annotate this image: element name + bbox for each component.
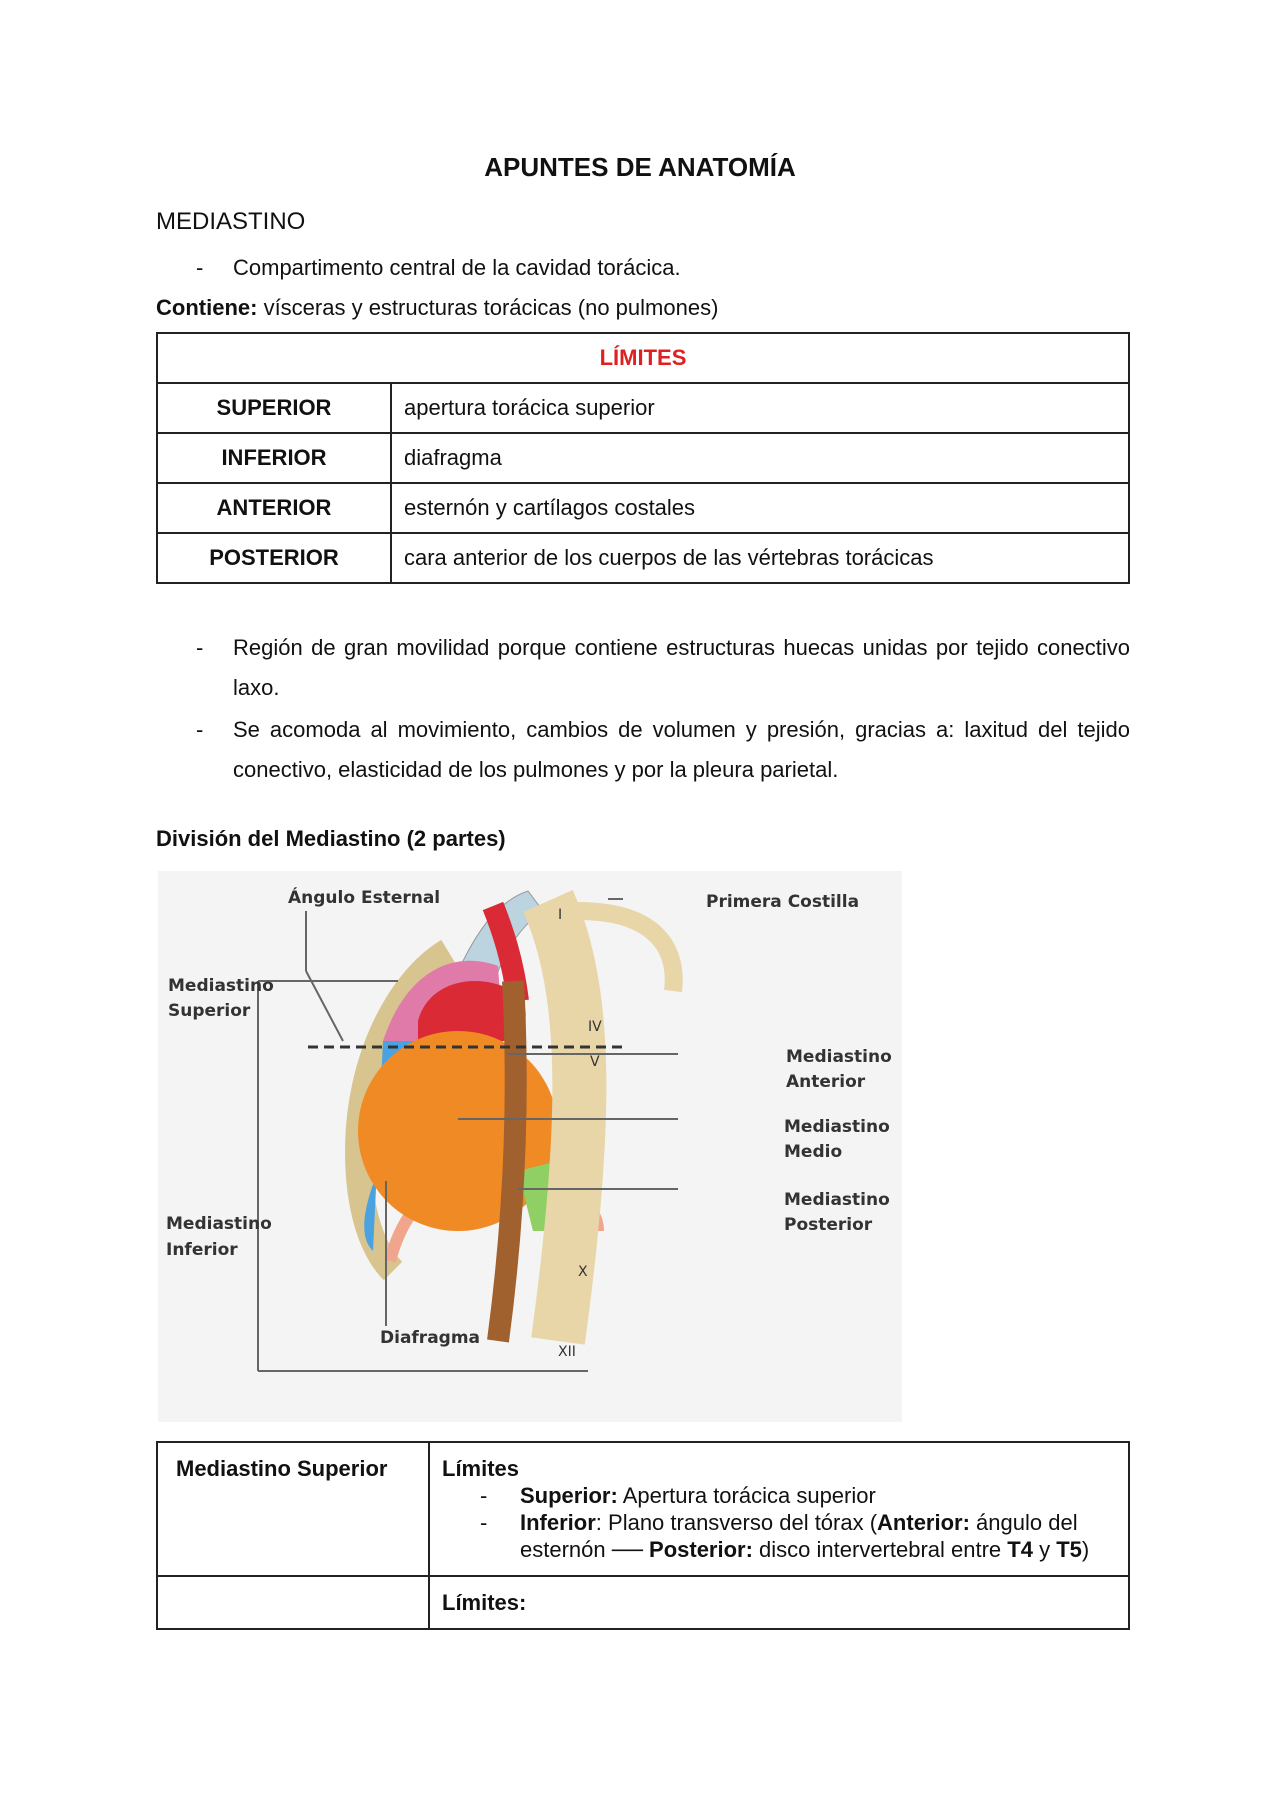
posterior-text: disco intervertebral entre [752, 1537, 1008, 1562]
bullet-item [0, 710, 1280, 790]
inferior-text: : Plano transverso del tórax ( [595, 1510, 878, 1535]
ms-row-title: Límites [442, 1456, 520, 1481]
limit-key: ANTERIOR [157, 483, 391, 533]
bullet-dash: - [196, 717, 204, 742]
division-heading: División del Mediastino (2 partes) [156, 826, 506, 851]
limit-key: INFERIOR [157, 433, 391, 483]
label-vertebra: XII [558, 1344, 576, 1360]
section-heading: MEDIASTINO [156, 208, 306, 235]
page-title: APUNTES DE ANATOMÍA [484, 152, 796, 182]
table-row [157, 383, 1129, 433]
close-paren: ) [1081, 1537, 1090, 1562]
label-vertebra: V [590, 1054, 600, 1070]
bullet-item [0, 628, 1280, 708]
mediastinum-diagram [158, 871, 902, 1422]
label-ma2: Anterior [786, 1072, 866, 1092]
list-item [442, 1482, 1116, 1509]
contiene-text: vísceras y estructuras torácicas (no pulmones) [257, 295, 719, 320]
superior-text: Apertura torácica superior [617, 1483, 876, 1508]
label-mi1: Mediastino [166, 1214, 272, 1234]
table-row [157, 1442, 1129, 1576]
label-vertebra: IV [588, 1019, 602, 1035]
limit-key: SUPERIOR [157, 383, 391, 433]
list-dash: - [480, 1483, 488, 1508]
label-mm2: Medio [784, 1142, 843, 1162]
limites-table [156, 332, 1130, 584]
mediastino-superior-table [156, 1441, 1130, 1630]
ms-row-title: Límites: [442, 1590, 527, 1615]
label-vertebra: I [558, 907, 563, 923]
table-row [157, 433, 1129, 483]
y-text: y [1032, 1537, 1057, 1562]
label-mp1: Mediastino [784, 1190, 890, 1210]
posterior-label: Posterior: [649, 1537, 753, 1562]
anterior-label: Anterior: [877, 1510, 970, 1535]
table-row [157, 533, 1129, 583]
ms-limits-list [442, 1482, 1116, 1563]
contiene-line [156, 288, 718, 328]
intro-bullet [0, 248, 1280, 288]
mediastinum-figure [158, 871, 902, 1422]
bullet-dash: - [196, 255, 204, 280]
list-item [442, 1509, 1116, 1563]
ms-row-content [429, 1442, 1129, 1576]
superior-label: Superior: [520, 1483, 618, 1508]
label-mp2: Posterior [784, 1215, 873, 1235]
t5-label: T5 [1056, 1537, 1082, 1562]
label-diafragma: Diafragma [380, 1328, 481, 1348]
label-mm1: Mediastino [784, 1117, 890, 1137]
limites-header: LÍMITES [157, 333, 1129, 383]
contiene-label: Contiene: [156, 295, 258, 320]
inferior-label: Inferior [520, 1510, 596, 1535]
limit-value: diafragma [391, 433, 1129, 483]
list-dash: - [480, 1510, 488, 1535]
limit-value: cara anterior de los cuerpos de las vértebras torácicas [391, 533, 1129, 583]
label-ms1: Mediastino [168, 976, 274, 996]
bullet-text: Región de gran movilidad porque contiene estructuras huecas unidas por tejido conectivo laxo. [233, 635, 1130, 700]
label-primera: Primera Costilla [706, 892, 860, 912]
table-row [157, 1576, 1129, 1629]
ms-row-label: Mediastino Superior [157, 1442, 429, 1576]
limit-key: POSTERIOR [157, 533, 391, 583]
label-ms2: Superior [168, 1001, 251, 1021]
intro-bullet-text: Compartimento central de la cavidad torácica. [233, 255, 681, 280]
bullet-text: Se acomoda al movimiento, cambios de volumen y presión, gracias a: laxitud del tejido conectivo, elasticidad de los pulmones y por la pleura parietal. [233, 717, 1130, 782]
limit-value: esternón y cartílagos costales [391, 483, 1129, 533]
spine-shape [548, 901, 579, 1341]
label-angulo: Ángulo Esternal [288, 888, 441, 908]
label-ma1: Mediastino [786, 1047, 892, 1067]
limit-value: apertura torácica superior [391, 383, 1129, 433]
bullet-dash: - [196, 635, 204, 660]
label-mi2: Inferior [166, 1240, 238, 1260]
t4-label: T4 [1007, 1537, 1033, 1562]
ms-row-label [157, 1576, 429, 1629]
table-row [157, 483, 1129, 533]
ms-row-content [429, 1576, 1129, 1629]
label-vertebra: X [578, 1264, 588, 1280]
anterior-text: ángulo del esternón ── [520, 1510, 1078, 1562]
